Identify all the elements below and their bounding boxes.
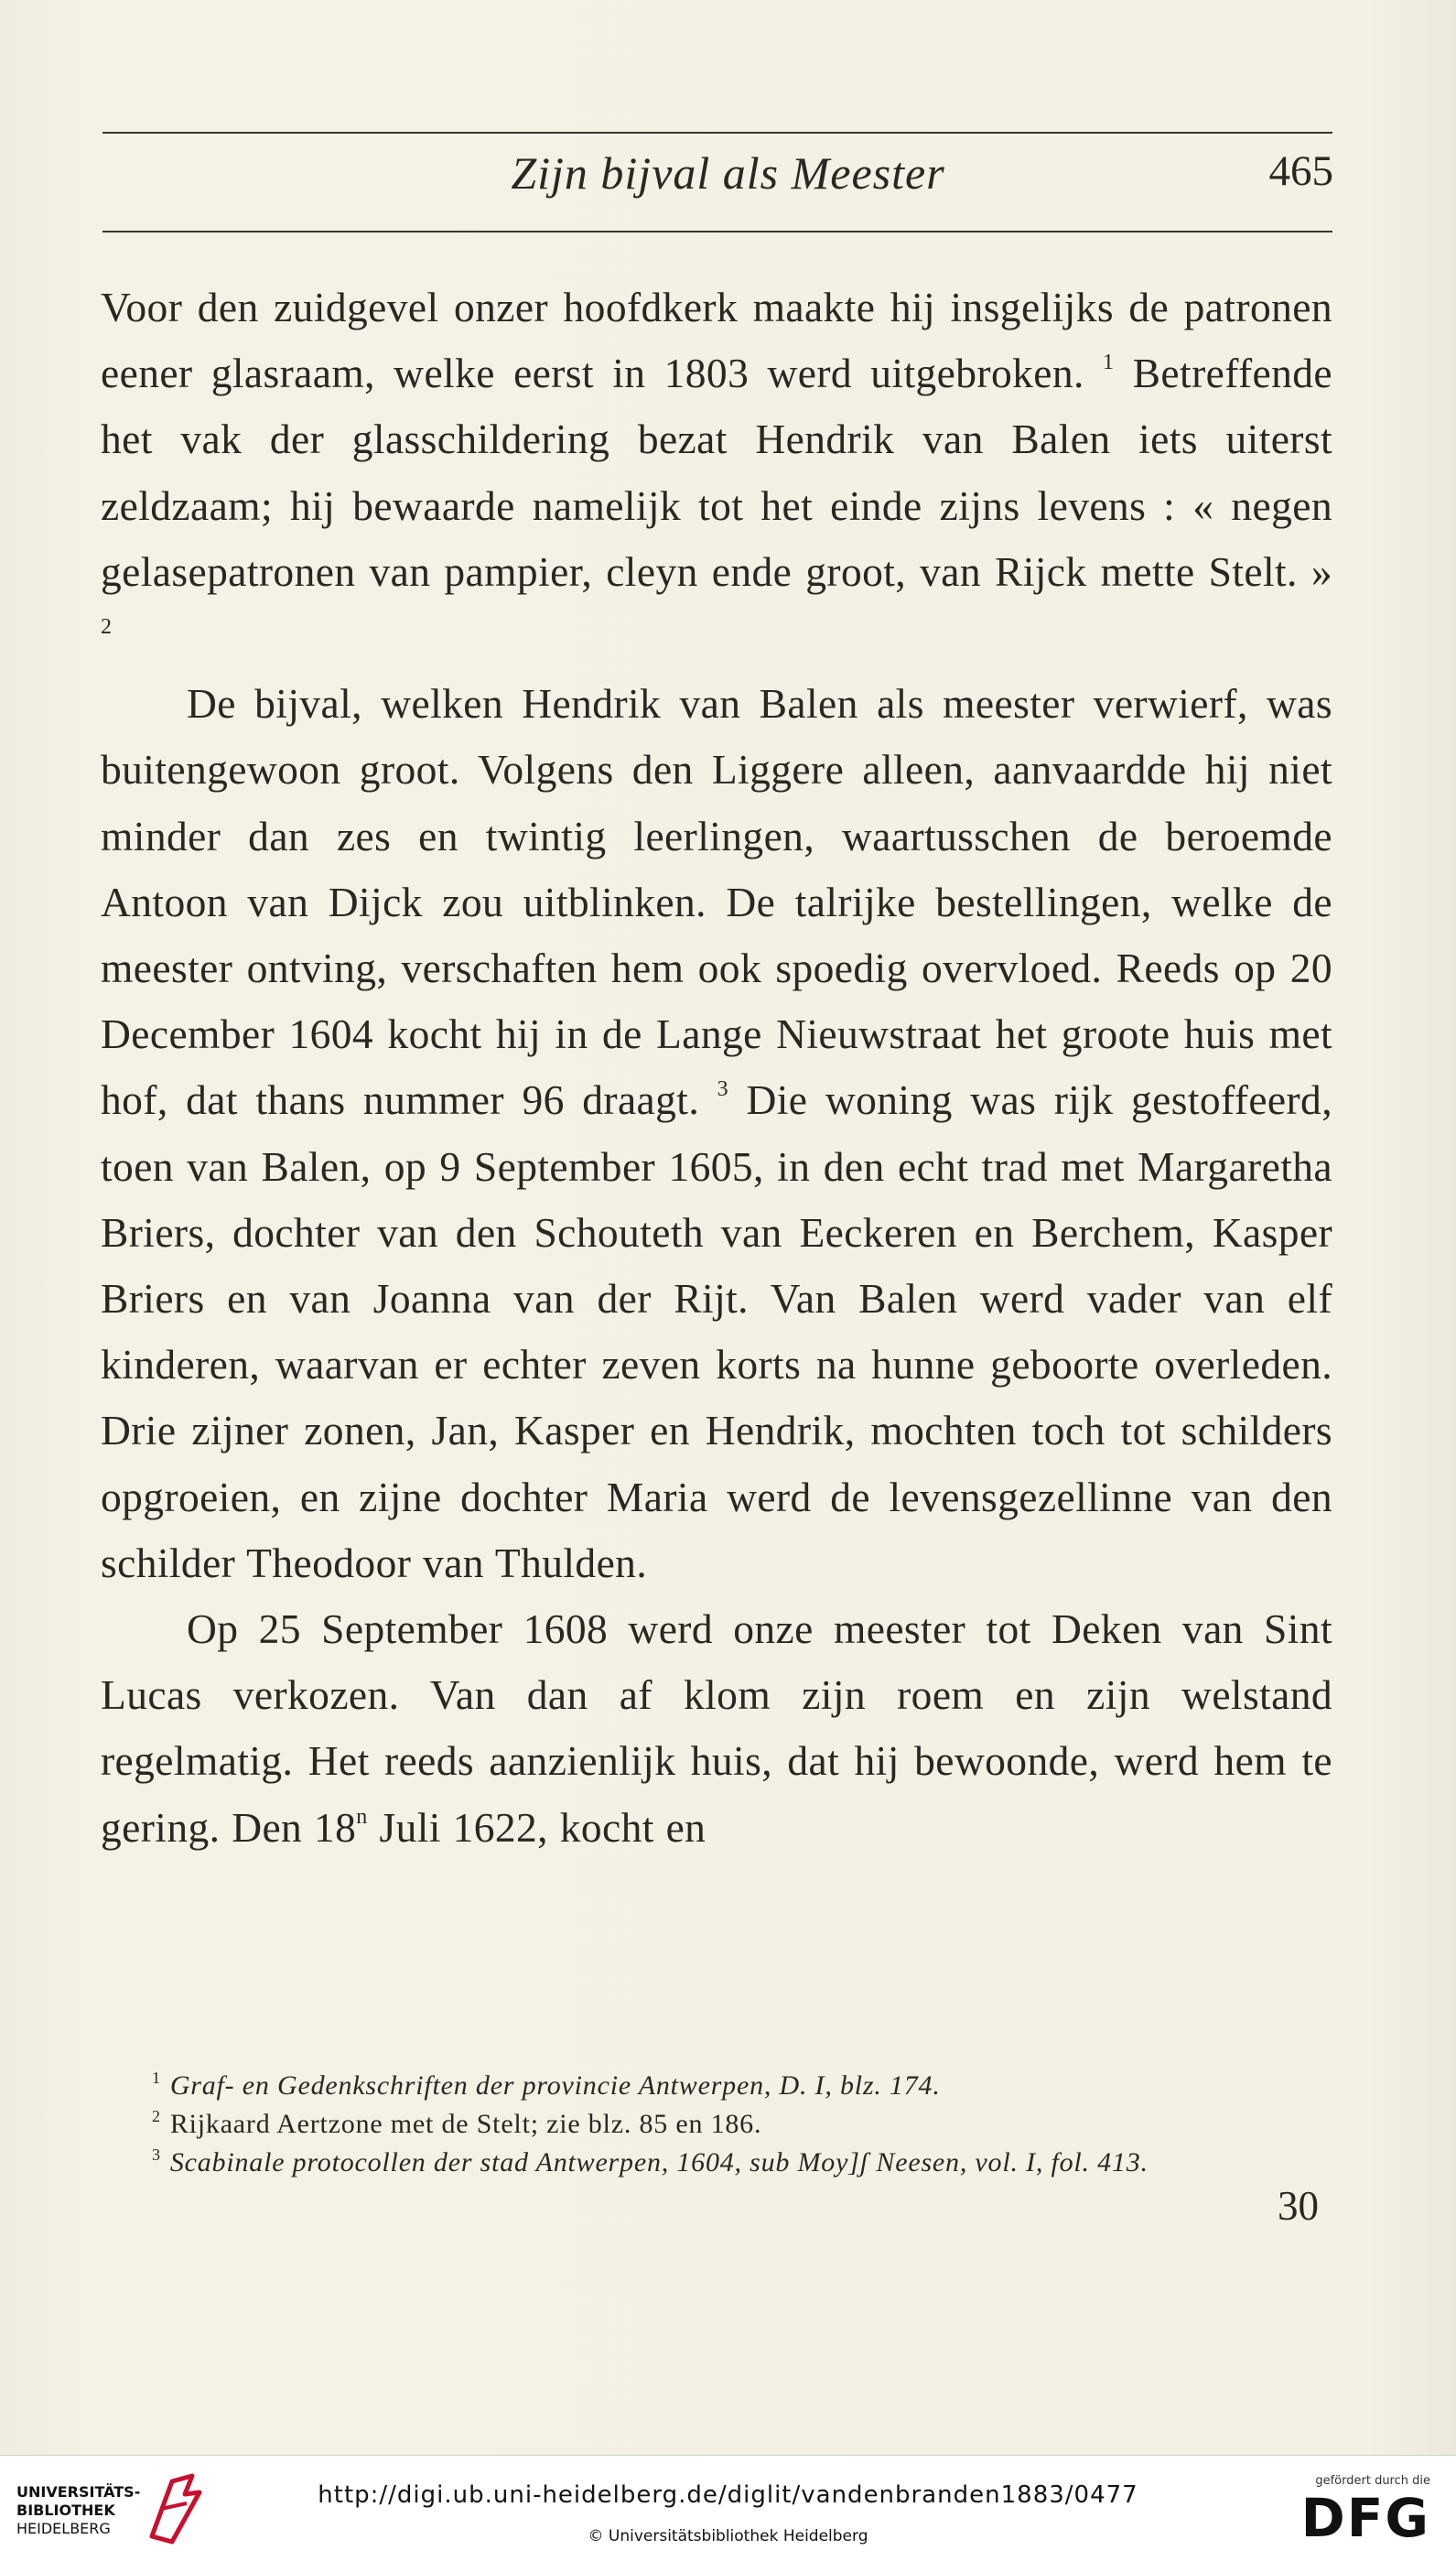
footnote-3 bbox=[101, 2144, 1332, 2182]
footnote-ref-1: 1 bbox=[1103, 351, 1115, 375]
text-run: Juli 1622, kocht en bbox=[367, 1803, 706, 1851]
footnote-1 bbox=[101, 2067, 1332, 2105]
logo-line: BIBLIOTHEK bbox=[16, 2502, 115, 2519]
ordinal-suffix: n bbox=[356, 1804, 368, 1829]
footnotes bbox=[101, 2067, 1332, 2182]
paragraph-1 bbox=[101, 275, 1332, 671]
running-title: Zijn bijval als Meester bbox=[511, 147, 945, 199]
footnote-ref-2: 2 bbox=[101, 615, 113, 640]
text-run: Die woning was rijk gestoffeerd, toen van Balen, op 9 September 1605, in den echt trad met Margaretha Briers, dochter van den Schouteth van Eeckeren en Berchem, Kasper Briers en van Joanna van der Rijt. Van Balen werd vader van elf kinderen, waarvan er echter zeven korts na hunne geboorte overleden. Drie zijner zonen, Jan, Kasper en Hendrik, mochten toch tot schilders opgroeien, en zijne dochter Maria werd de levensgezellinne van den schilder Theodoor van Thulden. bbox=[101, 1076, 1332, 1586]
footnote-ref-3: 3 bbox=[717, 1077, 728, 1102]
footnote-text: Graf- en Gedenkschriften der provincie Antwerpen, D. I, blz. 174. bbox=[169, 2070, 941, 2101]
footer-bar bbox=[0, 2455, 1456, 2561]
footnote-number: 1 bbox=[152, 2069, 161, 2087]
paragraph-2 bbox=[101, 671, 1332, 1596]
text-run: Op 25 September 1608 werd onze meester tot Deken van Sint Lucas verkozen. Van dan af klom zijn roem en zijn welstand regelmatig. Het reeds aanzienlijk huis, dat hij bewoonde, werd hem te gering. Den 18 bbox=[101, 1605, 1332, 1851]
copyright-notice: © Universitätsbibliothek Heidelberg bbox=[588, 2527, 868, 2545]
text-run: Betreffende het vak der glasschildering bezat Hendrik van Balen iets uiterst zeldzaam; hij bewaarde namelijk tot het einde zijns levens : « negen gelasepatronen van pampier, cleyn ende groot, van Rijck mette Stelt. » bbox=[101, 350, 1332, 595]
footnote-number: 3 bbox=[152, 2145, 161, 2164]
dfg-caption: gefördert durch die bbox=[1315, 2474, 1430, 2488]
footnote-text: Scabinale protocollen der stad Antwerpen, 1604, sub Moy]ʃ Neesen, vol. I, fol. 413. bbox=[169, 2147, 1149, 2177]
signature-mark: 30 bbox=[1278, 2183, 1319, 2229]
page-number: 465 bbox=[1268, 147, 1333, 195]
footnote-2 bbox=[101, 2105, 1332, 2144]
header-rule-top bbox=[102, 132, 1332, 134]
footnote-text: Rijkaard Aertzone met de Stelt; zie blz. 85 en 186. bbox=[169, 2109, 762, 2139]
body-text bbox=[101, 275, 1332, 1861]
paragraph-3 bbox=[101, 1596, 1332, 1861]
logo-line: UNIVERSITÄTS- bbox=[16, 2483, 141, 2501]
footnote-number: 2 bbox=[152, 2107, 161, 2125]
permalink-url[interactable]: http://digi.ub.uni-heidelberg.de/diglit/vandenbranden1883/0477 bbox=[318, 2481, 1138, 2509]
text-run: Voor den zuidgevel onzer hoofdkerk maakte hij insgelijks de patronen eener glasraam, welke eerst in 1803 werd uitgebroken. bbox=[101, 284, 1332, 397]
logo-line: HEIDELBERG bbox=[16, 2520, 111, 2537]
dfg-logo[interactable]: DFG bbox=[1300, 2487, 1430, 2549]
text-run: De bijval, welken Hendrik van Balen als meester verwierf, was buitengewoon groot. Volgens den Liggere alleen, aanvaardde hij niet minder dan zes en twintig leerlingen, waartusschen de beroemde Antoon van Dijck zou uitblinken. De talrijke bestellingen, welke de meester ontving, verschaften hem ook spoedig overvloed. Reeds op 20 December 1604 kocht hij in de Lange Nieuwstraat het groote huis met hof, dat thans nummer 96 draagt. bbox=[101, 680, 1332, 1124]
header-rule-bottom bbox=[102, 231, 1332, 232]
